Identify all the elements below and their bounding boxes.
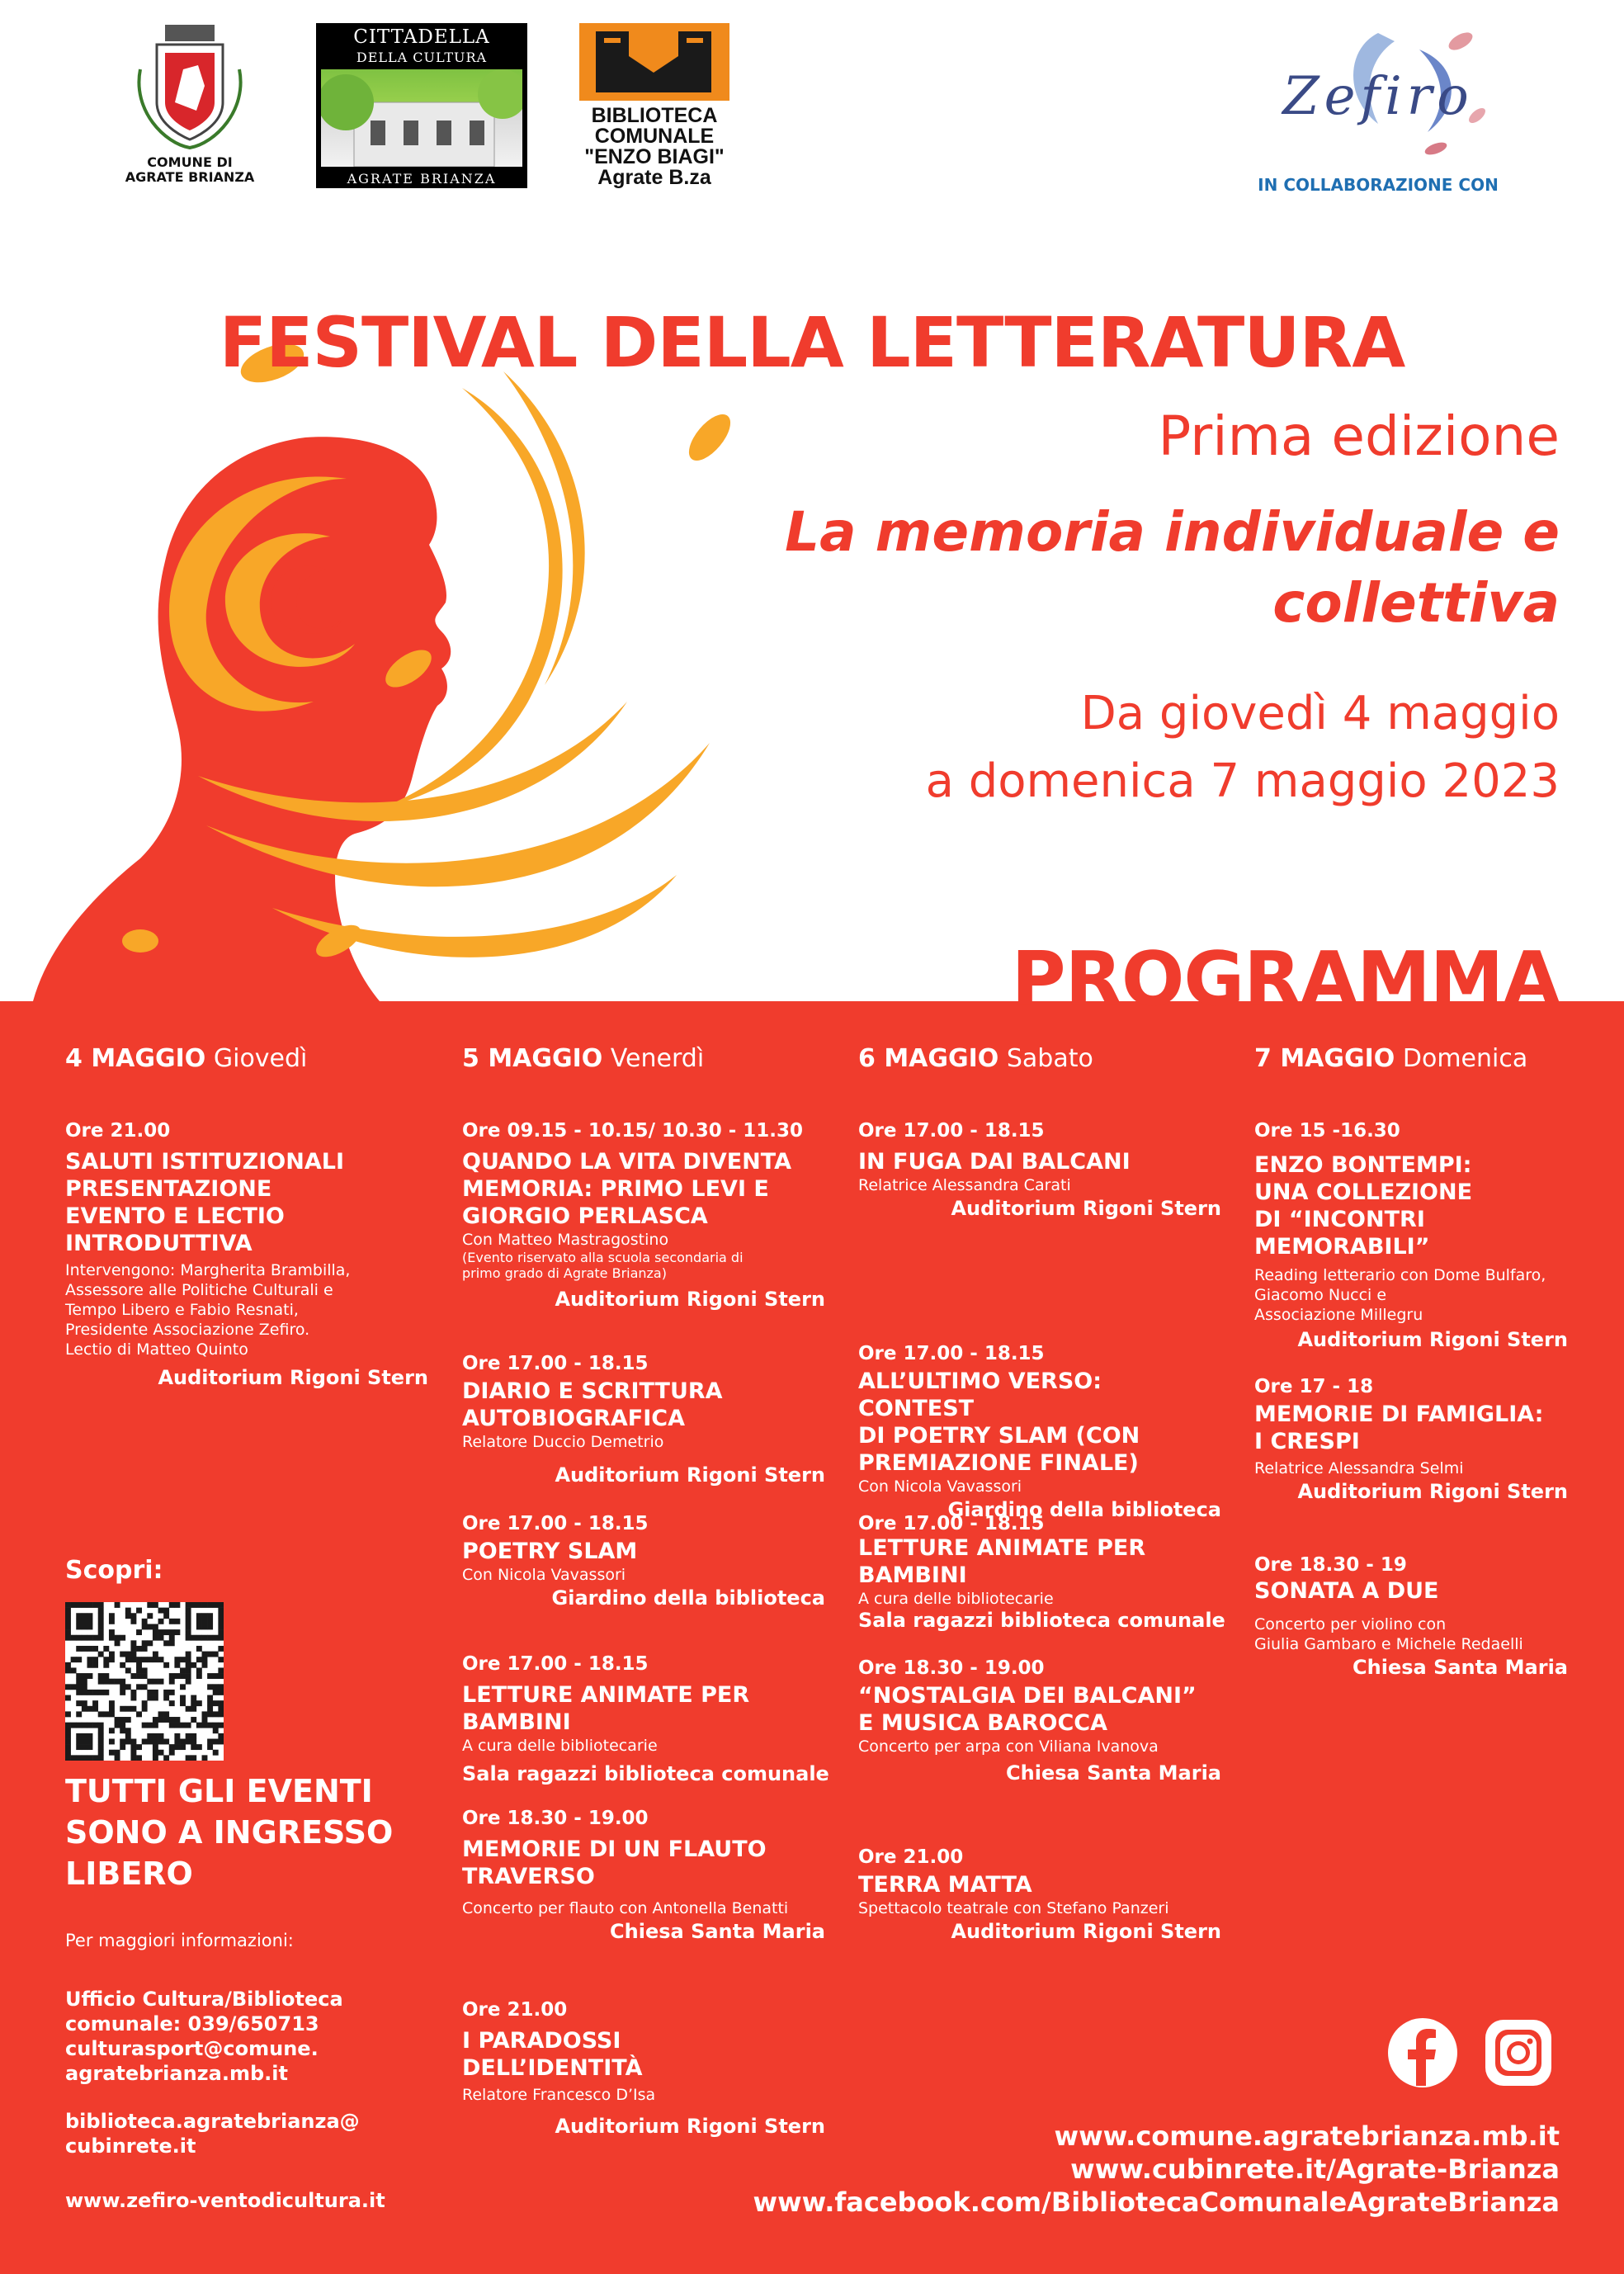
edition-subtitle: Prima edizione bbox=[1158, 404, 1560, 468]
event-title: SALUTI ISTITUZIONALI PRESENTAZIONE EVENTO E LECTIO INTRODUTTIVA bbox=[65, 1149, 344, 1256]
event-title: “NOSTALGIA DEI BALCANI” E MUSICA BAROCCA bbox=[858, 1683, 1197, 1736]
event-item bbox=[65, 1120, 428, 1389]
event-venue: Giardino della biblioteca bbox=[551, 1586, 825, 1610]
event-venue: Chiesa Santa Maria bbox=[610, 1920, 825, 1943]
event-description: Relatore Duccio Demetrio bbox=[462, 1433, 664, 1451]
office-contact: Ufficio Cultura/Biblioteca comunale: 039/650713 culturasport@comune. agratebrianza.mb.it bbox=[65, 1988, 343, 2085]
event-venue: Chiesa Santa Maria bbox=[1006, 1761, 1221, 1785]
event-item bbox=[462, 1999, 825, 2138]
event-item bbox=[1254, 1120, 1568, 1351]
biblioteca-mark-icon bbox=[579, 23, 729, 101]
event-title: MEMORIE DI FAMIGLIA: I CRESPI bbox=[1254, 1402, 1544, 1454]
event-venue: Auditorium Rigoni Stern bbox=[555, 1288, 825, 1311]
day-date: 5 MAGGIO bbox=[462, 1044, 603, 1073]
event-title: POETRY SLAM bbox=[462, 1539, 638, 1564]
facebook-icon[interactable] bbox=[1386, 2016, 1459, 2089]
event-venue: Chiesa Santa Maria bbox=[1353, 1656, 1568, 1679]
event-description: Concerto per flauto con Antonella Benatti bbox=[462, 1899, 789, 1917]
day-weekday: Sabato bbox=[1006, 1044, 1093, 1073]
day-date: 4 MAGGIO bbox=[65, 1044, 206, 1073]
event-item bbox=[462, 1120, 825, 1311]
day-heading bbox=[858, 1044, 1221, 1073]
event-description: Reading letterario con Dome Bulfaro, Giacomo Nucci e Associazione Millegru bbox=[1254, 1266, 1546, 1324]
event-description: Con Matteo Mastragostino bbox=[462, 1231, 669, 1249]
cittadella-location: AGRATE BRIANZA bbox=[347, 171, 497, 187]
qr-code[interactable] bbox=[65, 1602, 224, 1761]
website-cubinrete[interactable]: www.cubinrete.it/Agrate-Brianza bbox=[1070, 2153, 1560, 2185]
event-title: TERRA MATTA bbox=[858, 1872, 1032, 1898]
event-title: LETTURE ANIMATE PER BAMBINI bbox=[462, 1682, 750, 1735]
day-weekday: Giovedì bbox=[213, 1044, 308, 1073]
event-title: I PARADOSSI DELL’IDENTITÀ bbox=[462, 2028, 643, 2081]
event-time: Ore 21.00 bbox=[462, 1999, 568, 2021]
free-entry-line-1: TUTTI GLI EVENTI bbox=[65, 1773, 373, 1809]
event-description: Relatrice Alessandra Selmi bbox=[1254, 1459, 1464, 1477]
event-title: QUANDO LA VITA DIVENTA MEMORIA: PRIMO LEVI E GIORGIO PERLASCA bbox=[462, 1149, 791, 1229]
library-email[interactable]: biblioteca.agratebrianza@ cubinrete.it bbox=[65, 2110, 360, 2158]
event-venue: Giardino della biblioteca bbox=[947, 1498, 1221, 1521]
scopri-label: Scopri: bbox=[65, 1556, 163, 1585]
event-time: Ore 17.00 - 18.15 bbox=[462, 1513, 649, 1534]
event-time: Ore 17.00 - 18.15 bbox=[858, 1343, 1045, 1364]
day-column-2 bbox=[462, 1044, 829, 2138]
event-description: Con Nicola Vavassori bbox=[462, 1566, 626, 1584]
event-venue: Auditorium Rigoni Stern bbox=[555, 2115, 825, 2138]
event-venue: Auditorium Rigoni Stern bbox=[555, 1463, 825, 1487]
zefiro-website[interactable]: www.zefiro-ventodicultura.it bbox=[65, 2189, 385, 2212]
free-entry-line-2: SONO A INGRESSO bbox=[65, 1814, 394, 1851]
event-time: Ore 17 - 18 bbox=[1254, 1376, 1374, 1397]
coat-of-arms-icon bbox=[124, 20, 256, 152]
event-venue: Auditorium Rigoni Stern bbox=[951, 1197, 1221, 1220]
day-column-1 bbox=[65, 1044, 437, 1389]
event-venue: Auditorium Rigoni Stern bbox=[1297, 1328, 1568, 1351]
event-venue: Sala ragazzi biblioteca comunale bbox=[462, 1762, 829, 1785]
event-time: Ore 18.30 - 19.00 bbox=[462, 1808, 649, 1829]
event-time: Ore 09.15 - 10.15/ 10.30 - 11.30 bbox=[462, 1120, 804, 1142]
event-time: Ore 18.30 - 19 bbox=[1254, 1554, 1407, 1576]
event-item bbox=[858, 1513, 1225, 1632]
instagram-icon[interactable] bbox=[1482, 2016, 1555, 2089]
cittadella-subtitle: DELLA CULTURA bbox=[356, 50, 488, 65]
dates-line-1: Da giovedì 4 maggio bbox=[1080, 687, 1560, 740]
event-item bbox=[1254, 1554, 1568, 1679]
event-venue: Sala ragazzi biblioteca comunale bbox=[858, 1609, 1225, 1632]
day-column-3 bbox=[858, 1044, 1225, 1943]
event-description: A cura delle bibliotecarie bbox=[462, 1737, 658, 1755]
event-venue: Auditorium Rigoni Stern bbox=[951, 1920, 1221, 1943]
event-title: IN FUGA DAI BALCANI bbox=[858, 1149, 1131, 1175]
free-entry-line-3: LIBERO bbox=[65, 1856, 193, 1892]
event-item bbox=[462, 1353, 825, 1487]
day-heading bbox=[65, 1044, 437, 1073]
event-description: Concerto per violino con Giulia Gambaro e Michele Redaelli bbox=[1254, 1615, 1523, 1653]
event-venue: Auditorium Rigoni Stern bbox=[1297, 1480, 1568, 1503]
event-description: Relatore Francesco D’Isa bbox=[462, 2086, 656, 2104]
event-time: Ore 21.00 bbox=[65, 1120, 171, 1142]
programme-section bbox=[0, 1001, 1624, 2274]
event-description: Relatrice Alessandra Carati bbox=[858, 1176, 1071, 1194]
biblioteca-name: BIBLIOTECA COMUNALE "ENZO BIAGI" Agrate B.za bbox=[584, 104, 725, 189]
festival-title: FESTIVAL DELLA LETTERATURA bbox=[219, 302, 1405, 383]
theme-line-2: collettiva bbox=[1272, 571, 1560, 635]
dates-line-2: a domenica 7 maggio 2023 bbox=[925, 754, 1560, 808]
event-time: Ore 17.00 - 18.15 bbox=[462, 1353, 649, 1374]
head-illustration bbox=[0, 314, 759, 1001]
event-venue: Auditorium Rigoni Stern bbox=[158, 1366, 428, 1389]
event-description: Intervengono: Margherita Brambilla, Assessore alle Politiche Culturali e Tempo Libero e Fabio Resnati, Presidente Associazione Zefiro. Lectio di Matteo Quinto bbox=[65, 1261, 351, 1359]
event-item bbox=[858, 1120, 1221, 1220]
event-description: Spettacolo teatrale con Stefano Panzeri bbox=[858, 1899, 1169, 1917]
zefiro-logo bbox=[1205, 17, 1551, 195]
event-title: LETTURE ANIMATE PER BAMBINI bbox=[858, 1535, 1146, 1588]
event-title: ENZO BONTEMPI: UNA COLLEZIONE DI “INCONTRI MEMORABILI” bbox=[1254, 1152, 1473, 1260]
comune-caption: COMUNE DI AGRATE BRIANZA bbox=[125, 154, 255, 185]
event-time: Ore 18.30 - 19.00 bbox=[858, 1657, 1045, 1679]
event-time: Ore 15 -16.30 bbox=[1254, 1120, 1400, 1142]
comune-logo bbox=[124, 20, 256, 193]
event-time: Ore 17.00 - 18.15 bbox=[858, 1513, 1045, 1534]
event-note: (Evento riservato alla scuola secondaria di primo grado di Agrate Brianza) bbox=[462, 1250, 744, 1281]
event-time: Ore 17.00 - 18.15 bbox=[858, 1120, 1045, 1142]
day-weekday: Domenica bbox=[1402, 1044, 1528, 1073]
event-item bbox=[462, 1513, 825, 1610]
event-item bbox=[858, 1343, 1221, 1521]
event-time: Ore 21.00 bbox=[858, 1846, 964, 1868]
website-facebook[interactable]: www.facebook.com/BibliotecaComunaleAgrateBrianza bbox=[753, 2187, 1560, 2218]
programma-heading: PROGRAMMA bbox=[1011, 936, 1560, 1023]
zefiro-wordmark: Zefiro bbox=[1282, 66, 1474, 127]
cittadella-building-image bbox=[321, 69, 522, 167]
biblioteca-logo bbox=[579, 23, 729, 188]
theme-line-1: La memoria individuale e bbox=[785, 500, 1560, 564]
cittadella-logo bbox=[316, 23, 527, 188]
event-item bbox=[858, 1657, 1221, 1785]
website-comune[interactable]: www.comune.agratebrianza.mb.it bbox=[1054, 2120, 1560, 2152]
event-item bbox=[858, 1846, 1221, 1943]
event-description: Concerto per arpa con Viliana Ivanova bbox=[858, 1737, 1159, 1756]
info-label: Per maggiori informazioni: bbox=[65, 1931, 294, 1950]
day-column-4 bbox=[1254, 1044, 1568, 1679]
poster-header bbox=[0, 0, 1624, 1001]
collaboration-label: IN COLLABORAZIONE CON bbox=[1258, 175, 1499, 195]
event-description: Con Nicola Vavassori bbox=[858, 1477, 1022, 1496]
event-title: SONATA A DUE bbox=[1254, 1578, 1439, 1604]
event-item bbox=[1254, 1376, 1568, 1503]
cittadella-title: CITTADELLA bbox=[353, 26, 490, 48]
free-entry-notice bbox=[65, 1771, 393, 1894]
event-item bbox=[462, 1653, 829, 1785]
day-heading bbox=[1254, 1044, 1568, 1073]
event-item bbox=[462, 1808, 825, 1943]
event-title: MEMORIE DI UN FLAUTO TRAVERSO bbox=[462, 1837, 767, 1889]
day-date: 6 MAGGIO bbox=[858, 1044, 999, 1073]
day-date: 7 MAGGIO bbox=[1254, 1044, 1395, 1073]
day-heading bbox=[462, 1044, 825, 1073]
event-time: Ore 17.00 - 18.15 bbox=[462, 1653, 649, 1675]
event-description: A cura delle bibliotecarie bbox=[858, 1590, 1054, 1608]
event-title: DIARIO E SCRITTURA AUTOBIOGRAFICA bbox=[462, 1378, 723, 1431]
event-title: ALL’ULTIMO VERSO: CONTEST DI POETRY SLAM (CON PREMIAZIONE FINALE) bbox=[858, 1369, 1140, 1476]
day-weekday: Venerdì bbox=[610, 1044, 705, 1073]
